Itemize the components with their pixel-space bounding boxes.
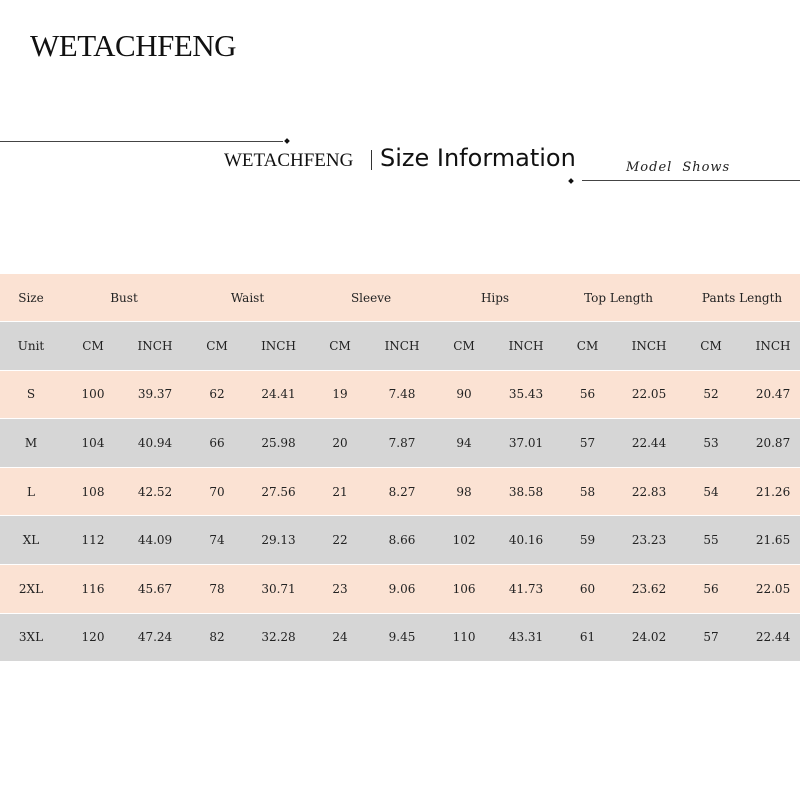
value-cell: 22.05: [618, 370, 680, 419]
value-cell: 20: [309, 419, 371, 468]
header-cell: Hips: [433, 274, 557, 322]
value-cell: 23: [309, 564, 371, 613]
value-cell: 52: [680, 370, 742, 419]
value-cell: 58: [557, 467, 618, 516]
table-row: [0, 564, 800, 613]
value-cell: 120: [62, 613, 124, 662]
unit-cell: Unit: [0, 322, 62, 371]
table-row: [0, 419, 800, 468]
value-cell: 61: [557, 613, 618, 662]
value-cell: 29.13: [248, 516, 309, 565]
value-cell: 22.05: [742, 564, 800, 613]
size-cell: 3XL: [0, 613, 62, 662]
shows-word: Shows: [682, 160, 731, 175]
header-cell: Pants Length: [680, 274, 800, 322]
header-cell: Bust: [62, 274, 186, 322]
size-cell: M: [0, 419, 62, 468]
value-cell: 53: [680, 419, 742, 468]
value-cell: 25.98: [248, 419, 309, 468]
value-cell: 100: [62, 370, 124, 419]
value-cell: 19: [309, 370, 371, 419]
size-table: [0, 274, 800, 662]
value-cell: 66: [186, 419, 248, 468]
value-cell: 24: [309, 613, 371, 662]
value-cell: 37.01: [495, 419, 557, 468]
value-cell: 22.83: [618, 467, 680, 516]
value-cell: 70: [186, 467, 248, 516]
divider-left: [0, 141, 283, 142]
value-cell: 116: [62, 564, 124, 613]
value-cell: 7.87: [371, 419, 433, 468]
value-cell: 20.47: [742, 370, 800, 419]
value-cell: 24.02: [618, 613, 680, 662]
value-cell: 39.37: [124, 370, 186, 419]
header-cell: Waist: [186, 274, 309, 322]
value-cell: 110: [433, 613, 495, 662]
size-cell: L: [0, 467, 62, 516]
value-cell: 41.73: [495, 564, 557, 613]
divider-right: [582, 180, 800, 181]
value-cell: 54: [680, 467, 742, 516]
value-cell: 94: [433, 419, 495, 468]
value-cell: 47.24: [124, 613, 186, 662]
table-row: [0, 370, 800, 419]
title-separator: [371, 150, 372, 170]
value-cell: 104: [62, 419, 124, 468]
value-cell: 22: [309, 516, 371, 565]
model-word: Model: [626, 160, 673, 175]
unit-cell: CM: [186, 322, 248, 371]
header-cell: Top Length: [557, 274, 680, 322]
value-cell: 8.27: [371, 467, 433, 516]
value-cell: 38.58: [495, 467, 557, 516]
unit-cell: CM: [309, 322, 371, 371]
size-cell: XL: [0, 516, 62, 565]
value-cell: 82: [186, 613, 248, 662]
value-cell: 21.65: [742, 516, 800, 565]
value-cell: 43.31: [495, 613, 557, 662]
header-cell: Sleeve: [309, 274, 433, 322]
value-cell: 74: [186, 516, 248, 565]
value-cell: 44.09: [124, 516, 186, 565]
value-cell: 40.94: [124, 419, 186, 468]
value-cell: 98: [433, 467, 495, 516]
value-cell: 62: [186, 370, 248, 419]
value-cell: 78: [186, 564, 248, 613]
value-cell: 57: [680, 613, 742, 662]
unit-cell: INCH: [742, 322, 800, 371]
section-brand: WETACHFENG: [224, 150, 354, 171]
unit-cell: INCH: [371, 322, 433, 371]
unit-cell: CM: [433, 322, 495, 371]
value-cell: 30.71: [248, 564, 309, 613]
value-cell: 23.23: [618, 516, 680, 565]
value-cell: 112: [62, 516, 124, 565]
value-cell: 57: [557, 419, 618, 468]
value-cell: 8.66: [371, 516, 433, 565]
value-cell: 56: [557, 370, 618, 419]
value-cell: 40.16: [495, 516, 557, 565]
value-cell: 23.62: [618, 564, 680, 613]
table-row: [0, 613, 800, 662]
value-cell: 59: [557, 516, 618, 565]
unit-cell: INCH: [618, 322, 680, 371]
value-cell: 60: [557, 564, 618, 613]
table-unit-row: [0, 322, 800, 371]
unit-cell: CM: [557, 322, 618, 371]
table-header-row: [0, 274, 800, 322]
value-cell: 7.48: [371, 370, 433, 419]
unit-cell: INCH: [124, 322, 186, 371]
size-cell: S: [0, 370, 62, 419]
table-row: [0, 516, 800, 565]
value-cell: 21: [309, 467, 371, 516]
unit-cell: INCH: [495, 322, 557, 371]
table-row: [0, 467, 800, 516]
value-cell: 9.45: [371, 613, 433, 662]
value-cell: 24.41: [248, 370, 309, 419]
section-title: Size Information: [380, 144, 576, 172]
value-cell: 45.67: [124, 564, 186, 613]
value-cell: 35.43: [495, 370, 557, 419]
unit-cell: INCH: [248, 322, 309, 371]
size-cell: 2XL: [0, 564, 62, 613]
model-shows-label: [626, 160, 730, 175]
header-cell: Size: [0, 274, 62, 322]
value-cell: 56: [680, 564, 742, 613]
unit-cell: CM: [680, 322, 742, 371]
unit-cell: CM: [62, 322, 124, 371]
value-cell: 106: [433, 564, 495, 613]
value-cell: 102: [433, 516, 495, 565]
value-cell: 42.52: [124, 467, 186, 516]
value-cell: 21.26: [742, 467, 800, 516]
value-cell: 9.06: [371, 564, 433, 613]
value-cell: 20.87: [742, 419, 800, 468]
value-cell: 32.28: [248, 613, 309, 662]
value-cell: 55: [680, 516, 742, 565]
brand-title: WETACHFENG: [30, 28, 237, 63]
value-cell: 108: [62, 467, 124, 516]
value-cell: 90: [433, 370, 495, 419]
value-cell: 22.44: [742, 613, 800, 662]
value-cell: 27.56: [248, 467, 309, 516]
value-cell: 22.44: [618, 419, 680, 468]
diamond-dot-right: [568, 178, 574, 184]
diamond-dot-left: [284, 138, 290, 144]
